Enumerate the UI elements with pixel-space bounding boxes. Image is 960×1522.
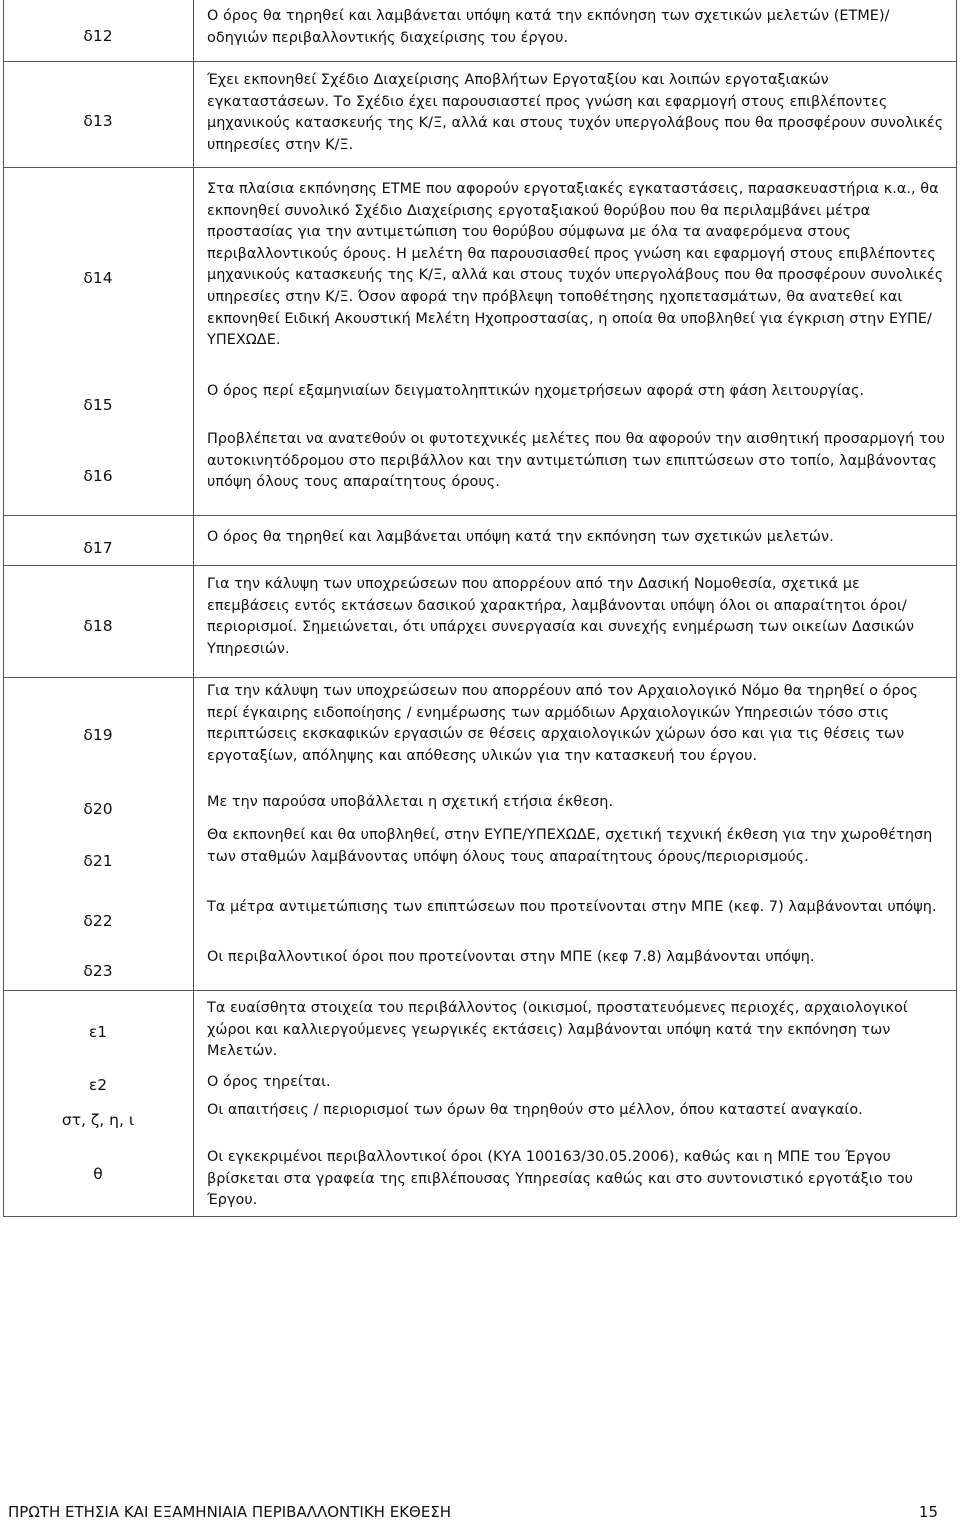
row-code: δ20 — [83, 800, 113, 818]
row-text: Για την κάλυψη των υποχρεώσεων που απορρέουν από τον Αρχαιολογικό Νόμο θα τηρηθεί ο όρος περί έγκαιρης ειδοποίησης / ενημέρωσης των αρμόδιων Αρχαιολογικών Υπηρεσιών τόσο στις περιπτώσεις εκσκαφικών εργασιών σε θέσεις αρχαιολογικών χώρων όσο και για τις θέσεις των εργοταξίων, απόληψης και απόθεσης υλικών για την κατασκευή του έργου. — [207, 683, 919, 764]
footer-title: ΠΡΩΤΗ ΕΤΗΣΙΑ ΚΑΙ ΕΞΑΜΗΝΙΑΙΑ ΠΕΡΙΒΑΛΛΟΝΤΙΚΗ ΕΚΘΕΣΗ — [8, 1503, 452, 1521]
row-text: Ο όρος τηρείται. — [207, 1074, 331, 1090]
row-code: δ16 — [83, 467, 113, 485]
row-divider — [3, 61, 957, 62]
row-code: στ, ζ, η, ι — [61, 1111, 135, 1129]
row-code: δ22 — [83, 912, 113, 930]
row-code: δ13 — [83, 112, 113, 130]
row-code: ε2 — [88, 1076, 108, 1094]
row-text: Οι περιβαλλοντικοί όροι που προτείνονται στην ΜΠΕ (κεφ 7.8) λαμβάνονται υπόψη. — [207, 949, 815, 965]
row-code: δ14 — [83, 269, 113, 287]
row-code: δ15 — [83, 396, 113, 414]
row-text: Θα εκπονηθεί και θα υποβληθεί, στην ΕΥΠΕ/ΥΠΕΧΩΔΕ, σχετική τεχνική έκθεση για την χωροθέτηση των σταθμών λαμβάνοντας υπόψη όλους τους απαραίτητους όρους/περιορισμούς. — [207, 827, 933, 865]
row-code: θ — [93, 1165, 103, 1183]
row-divider — [3, 167, 957, 168]
column-divider — [193, 0, 194, 1217]
row-code: δ23 — [83, 962, 113, 980]
row-code: δ17 — [83, 539, 113, 557]
row-code: δ12 — [83, 27, 113, 45]
row-divider — [3, 990, 957, 991]
row-text: Για την κάλυψη των υποχρεώσεων που απορρέουν από την Δασική Νομοθεσία, σχετικά με επεμβάσεις εντός εκτάσεων δασικού χαρακτήρα, λαμβάνονται υπόψη όλοι οι απαραίτητοι όροι/περιορισμοί. Σημειώνεται, ότι υπάρχει συνεργασία και συνεχής ενημέρωση των οικείων Δασικών Υπηρεσιών. — [207, 576, 915, 657]
row-text: Με την παρούσα υποβάλλεται η σχετική ετήσια έκθεση. — [207, 794, 614, 810]
row-divider — [3, 515, 957, 516]
row-divider — [3, 565, 957, 566]
page-number: 15 — [918, 1503, 938, 1521]
row-text: Οι εγκεκριμένοι περιβαλλοντικοί όροι (ΚΥΑ 100163/30.05.2006), καθώς και η ΜΠΕ του Έργου βρίσκεται στα γραφεία της επιβλέπουσας Υπηρεσίας καθώς και στο συντονιστικό εργοτάξιο του Έργου. — [207, 1149, 914, 1209]
row-text: Τα ευαίσθητα στοιχεία του περιβάλλοντος (οικισμοί, προστατευόμενες περιοχές, αρχαιολογικοί χώροι και καλλιεργούμενες γεωργικές εκτάσεις) λαμβάνονται υπόψη κατά την εκπόνηση των Μελετών. — [207, 1000, 908, 1060]
row-code: δ18 — [83, 617, 113, 635]
row-text: Ο όρος θα τηρηθεί και λαμβάνεται υπόψη κατά την εκπόνηση των σχετικών μελετών. — [207, 529, 834, 545]
row-text: Έχει εκπονηθεί Σχέδιο Διαχείρισης Αποβλήτων Εργοταξίου και λοιπών εργοταξιακών εγκαταστάσεων. Το Σχέδιο έχει παρουσιαστεί προς γνώση και εφαρμογή στους επιβλέποντες μηχανικούς κατασκευής της Κ/Ξ, αλλά και στους τυχόν υπεργολάβους που θα προσφέρουν συνολικές υπηρεσίες στην Κ/Ξ. — [207, 72, 944, 153]
row-text: Οι απαιτήσεις / περιορισμοί των όρων θα τηρηθούν στο μέλλον, όπου καταστεί αναγκαίο. — [207, 1102, 863, 1118]
row-text: Στα πλαίσια εκπόνησης ΕΤΜΕ που αφορούν εργοταξιακές εγκαταστάσεις, παρασκευαστήρια κ.α., θα εκπονηθεί συνολικό Σχέδιο Διαχείρισης εργοταξιακού θορύβου που θα περιλαμβάνει μέτρα προστασίας για την αντιμετώπιση του θορύβου σύμφωνα με όλα τα αναφερόμενα στους περιβαλλοντικούς όρους. Η μελέτη θα παρουσιασθεί προς γνώση και εφαρμογή στους επιβλέποντες μηχανικούς κατασκευής της Κ/Ξ, αλλά και στους τυχόν υπεργολάβους που θα προσφέρουν συνολικές υπηρεσίες στην Κ/Ξ. Όσον αφορά την πρόβλεψη τοποθέτησης ηχοπετασμάτων, θα ανατεθεί και εκπονηθεί Ειδική Ακουστική Μελέτη Ηχοπροστασίας, η οποία θα υποβληθεί για έγκριση στην ΕΥΠΕ/ΥΠΕΧΩΔΕ. — [207, 181, 944, 349]
row-code: δ19 — [83, 726, 113, 744]
row-text: Ο όρος θα τηρηθεί και λαμβάνεται υπόψη κατά την εκπόνηση των σχετικών μελετών (ΕΤΜΕ)/οδηγιών περιβαλλοντικής διαχείρισης του έργου. — [207, 8, 890, 46]
row-code: δ21 — [83, 852, 113, 870]
row-divider — [3, 677, 957, 678]
row-text: Προβλέπεται να ανατεθούν οι φυτοτεχνικές μελέτες που θα αφορούν την αισθητική προσαρμογή του αυτοκινητόδρομου στο περιβάλλον και την αντιμετώπιση των επιπτώσεων στο τοπίο, λαμβάνοντας υπόψη όλους τους απαραίτητους όρους. — [207, 431, 945, 491]
row-code: ε1 — [88, 1023, 108, 1041]
row-text: Τα μέτρα αντιμετώπισης των επιπτώσεων που προτείνονται στην ΜΠΕ (κεφ. 7) λαμβάνονται υπόψη. — [207, 899, 937, 915]
row-text: Ο όρος περί εξαμηνιαίων δειγματοληπτικών ηχομετρήσεων αφορά στη φάση λειτουργίας. — [207, 383, 865, 399]
